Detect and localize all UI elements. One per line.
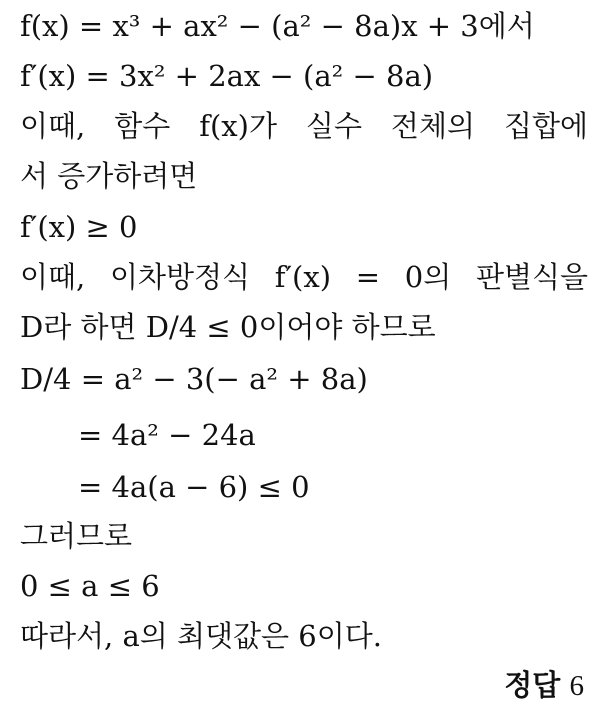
equation-discriminant-step1: D/4 = a² − 3(− a² + 8a) <box>20 362 368 396</box>
equation-function-definition: f(x) = x³ + ax² − (a² − 8a)x + 3에서 <box>20 9 535 43</box>
equation-discriminant-step3: = 4a(a − 6) ≤ 0 <box>78 470 310 504</box>
answer-label: 정답 <box>504 668 561 702</box>
inequality-derivative-nonnegative: f′(x) ≥ 0 <box>20 210 138 244</box>
text-increasing-condition-cont: 서 증가하려면 <box>20 159 198 193</box>
text-increasing-condition: 이때, 함수 f(x)가 실수 전체의 집합에 <box>20 109 588 143</box>
answer-value: 6 <box>569 670 584 702</box>
inequality-range-of-a: 0 ≤ a ≤ 6 <box>20 569 160 603</box>
text-discriminant-condition: D라 하면 D/4 ≤ 0이어야 하므로 <box>20 310 436 344</box>
text-discriminant-intro: 이때, 이차방정식 f′(x) = 0의 판별식을 <box>20 260 588 294</box>
text-conclusion: 따라서, a의 최댓값은 6이다. <box>20 619 382 653</box>
equation-discriminant-step2: = 4a² − 24a <box>78 418 256 452</box>
answer-box <box>504 665 584 705</box>
text-therefore: 그러므로 <box>20 519 133 553</box>
equation-derivative: f′(x) = 3x² + 2ax − (a² − 8a) <box>20 59 434 93</box>
